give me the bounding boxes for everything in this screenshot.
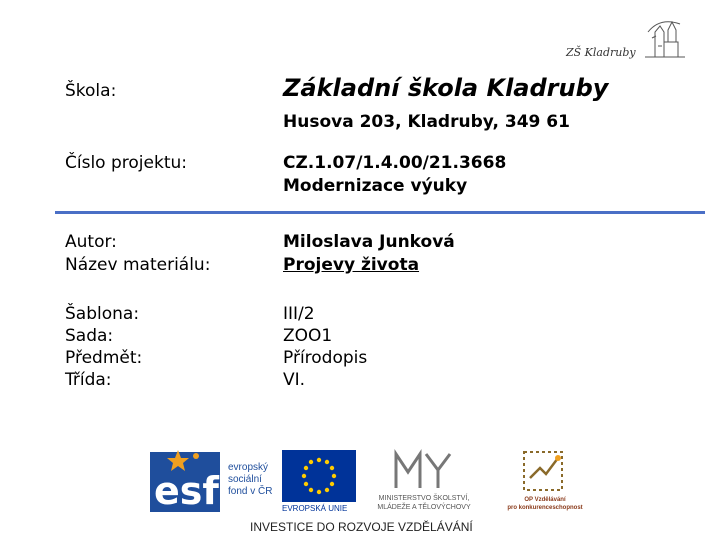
msmt-text-line: MLÁDEŽE A TĚLOVÝCHOVY <box>377 504 471 511</box>
eu-text: EVROPSKÁ UNIE <box>282 504 348 513</box>
esf-text-line: sociální <box>228 474 262 485</box>
project-label: Číslo projektu: <box>65 153 187 173</box>
details-values <box>283 303 367 391</box>
author-label: Autor: <box>65 232 117 252</box>
project-number: CZ.1.07/1.4.00/21.3668 <box>283 153 507 173</box>
esf-text <box>228 462 272 498</box>
set-label: Sada: <box>65 326 114 346</box>
author-name: Miloslava Junková <box>283 232 455 252</box>
op-text <box>500 496 590 512</box>
school-label: Škola: <box>65 81 117 101</box>
template-label: Šablona: <box>65 304 140 324</box>
eu-logo <box>282 450 356 516</box>
school-name: Základní škola Kladruby <box>283 74 609 102</box>
subject-label: Předmět: <box>65 348 143 368</box>
details-labels <box>65 303 142 391</box>
school-address: Husova 203, Kladruby, 349 61 <box>283 112 570 132</box>
investment-tagline: INVESTICE DO ROZVOJE VZDĚLÁVÁNÍ <box>250 520 473 534</box>
set-value: ZOO1 <box>283 326 333 346</box>
school-logo <box>560 12 700 67</box>
school-logo-text: ZŠ Kladruby <box>566 46 636 59</box>
msmt-text-line: MINISTERSTVO ŠKOLSTVÍ, <box>378 495 470 502</box>
op-text-line: pro konkurenceschopnost <box>507 505 583 511</box>
material-title-label: Název materiálu: <box>65 255 211 275</box>
section-divider <box>55 211 705 214</box>
msmt-logo <box>364 448 484 518</box>
esf-logo <box>148 446 276 518</box>
project-name: Modernizace výuky <box>283 176 468 196</box>
eu-flag-icon <box>282 450 356 502</box>
esf-text-line: fond v ČR <box>228 486 273 497</box>
class-value: VI. <box>283 370 306 390</box>
funding-logos <box>148 444 592 538</box>
template-value: III/2 <box>283 304 315 324</box>
class-label: Třída: <box>65 370 112 390</box>
msmt-text <box>364 494 484 512</box>
op-text-line: OP Vzdělávání <box>524 497 566 503</box>
op-logo <box>500 448 590 518</box>
svg-text:esf: esf <box>154 469 219 513</box>
msmt-emblem-icon <box>392 448 452 492</box>
subject-value: Přírodopis <box>283 348 368 368</box>
material-title: Projevy života <box>283 255 420 275</box>
esf-emblem-icon <box>148 446 228 516</box>
esf-text-line: evropský <box>228 462 269 473</box>
op-emblem-icon <box>520 448 566 494</box>
